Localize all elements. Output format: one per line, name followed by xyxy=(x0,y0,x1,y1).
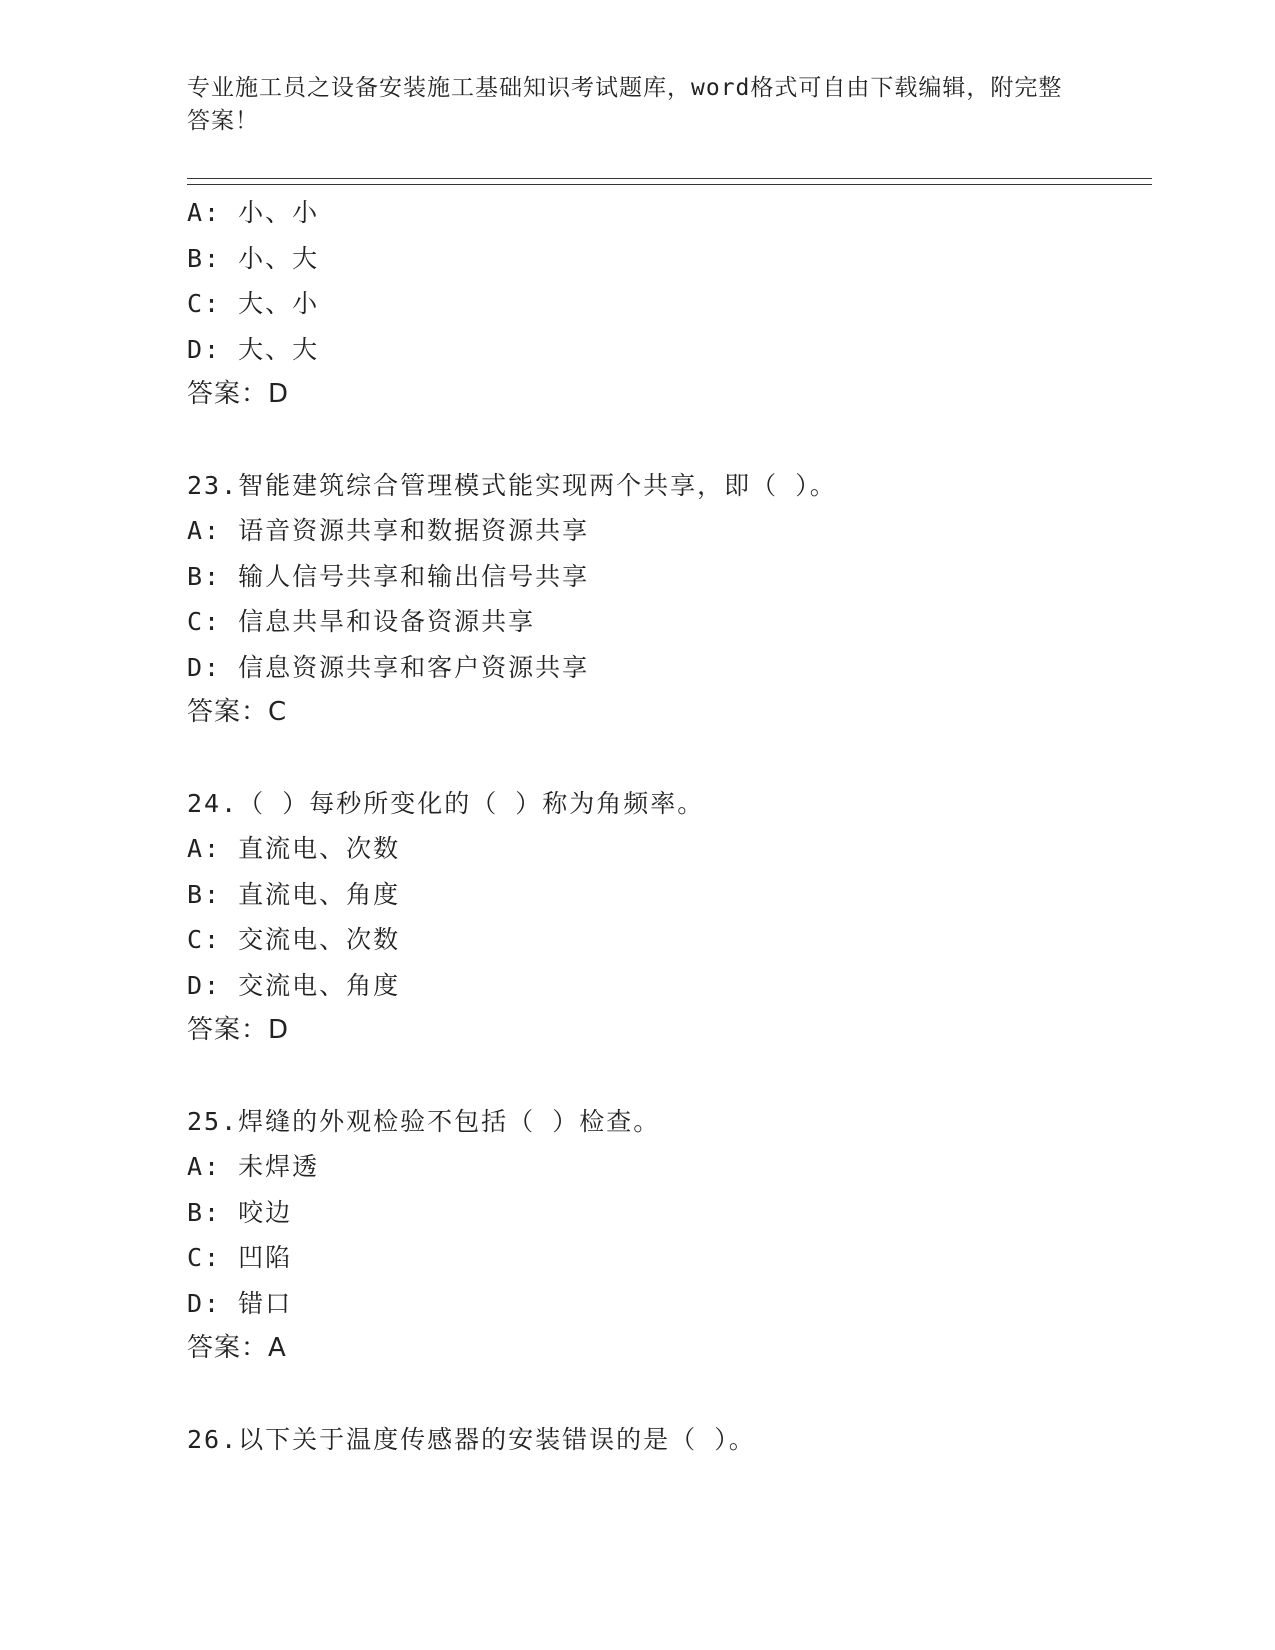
question-text: 26.以下关于温度传感器的安装错误的是（ ）。 xyxy=(187,1424,756,1454)
question-block xyxy=(187,463,1152,736)
option-a: A: 语音资源共享和数据资源共享 xyxy=(187,516,590,545)
option-d: D: 信息资源共享和客户资源共享 xyxy=(187,652,590,682)
option-b: B: 输人信号共享和输出信号共享 xyxy=(187,561,590,591)
header-divider xyxy=(187,178,1152,185)
option-b: B: 咬边 xyxy=(187,1197,293,1227)
option-d: D: 错口 xyxy=(187,1288,293,1318)
option-c: C: 交流电、次数 xyxy=(187,925,401,954)
option-a: A: 小、小 xyxy=(187,198,320,227)
option-d: D: 大、大 xyxy=(187,334,320,364)
question-list xyxy=(187,190,1152,1462)
question-block xyxy=(187,1099,1152,1372)
question-block xyxy=(187,781,1152,1054)
answer: 答案：C xyxy=(187,697,288,727)
page-header: 专业施工员之设备安装施工基础知识考试题库，word格式可自由下载编辑，附完整答案！ xyxy=(187,75,1063,134)
option-a: A: 未焊透 xyxy=(187,1152,320,1181)
question-text: 25.焊缝的外观检验不包括（ ）检查。 xyxy=(187,1106,661,1136)
option-a: A: 直流电、次数 xyxy=(187,834,401,863)
option-c: C: 凹陷 xyxy=(187,1243,293,1272)
option-b: B: 小、大 xyxy=(187,243,320,273)
option-c: C: 信息共旱和设备资源共享 xyxy=(187,607,536,636)
question-text: 24.（ ）每秒所变化的（ ）称为角频率。 xyxy=(187,788,705,818)
option-d: D: 交流电、角度 xyxy=(187,970,401,1000)
question-block xyxy=(187,1417,1152,1463)
question-block xyxy=(187,190,1152,418)
question-text: 23.智能建筑综合管理模式能实现两个共享，即（ ）。 xyxy=(187,470,837,500)
answer: 答案：D xyxy=(187,379,290,409)
answer: 答案：A xyxy=(187,1333,287,1363)
option-c: C: 大、小 xyxy=(187,289,320,318)
option-b: B: 直流电、角度 xyxy=(187,879,401,909)
answer: 答案：D xyxy=(187,1015,290,1045)
